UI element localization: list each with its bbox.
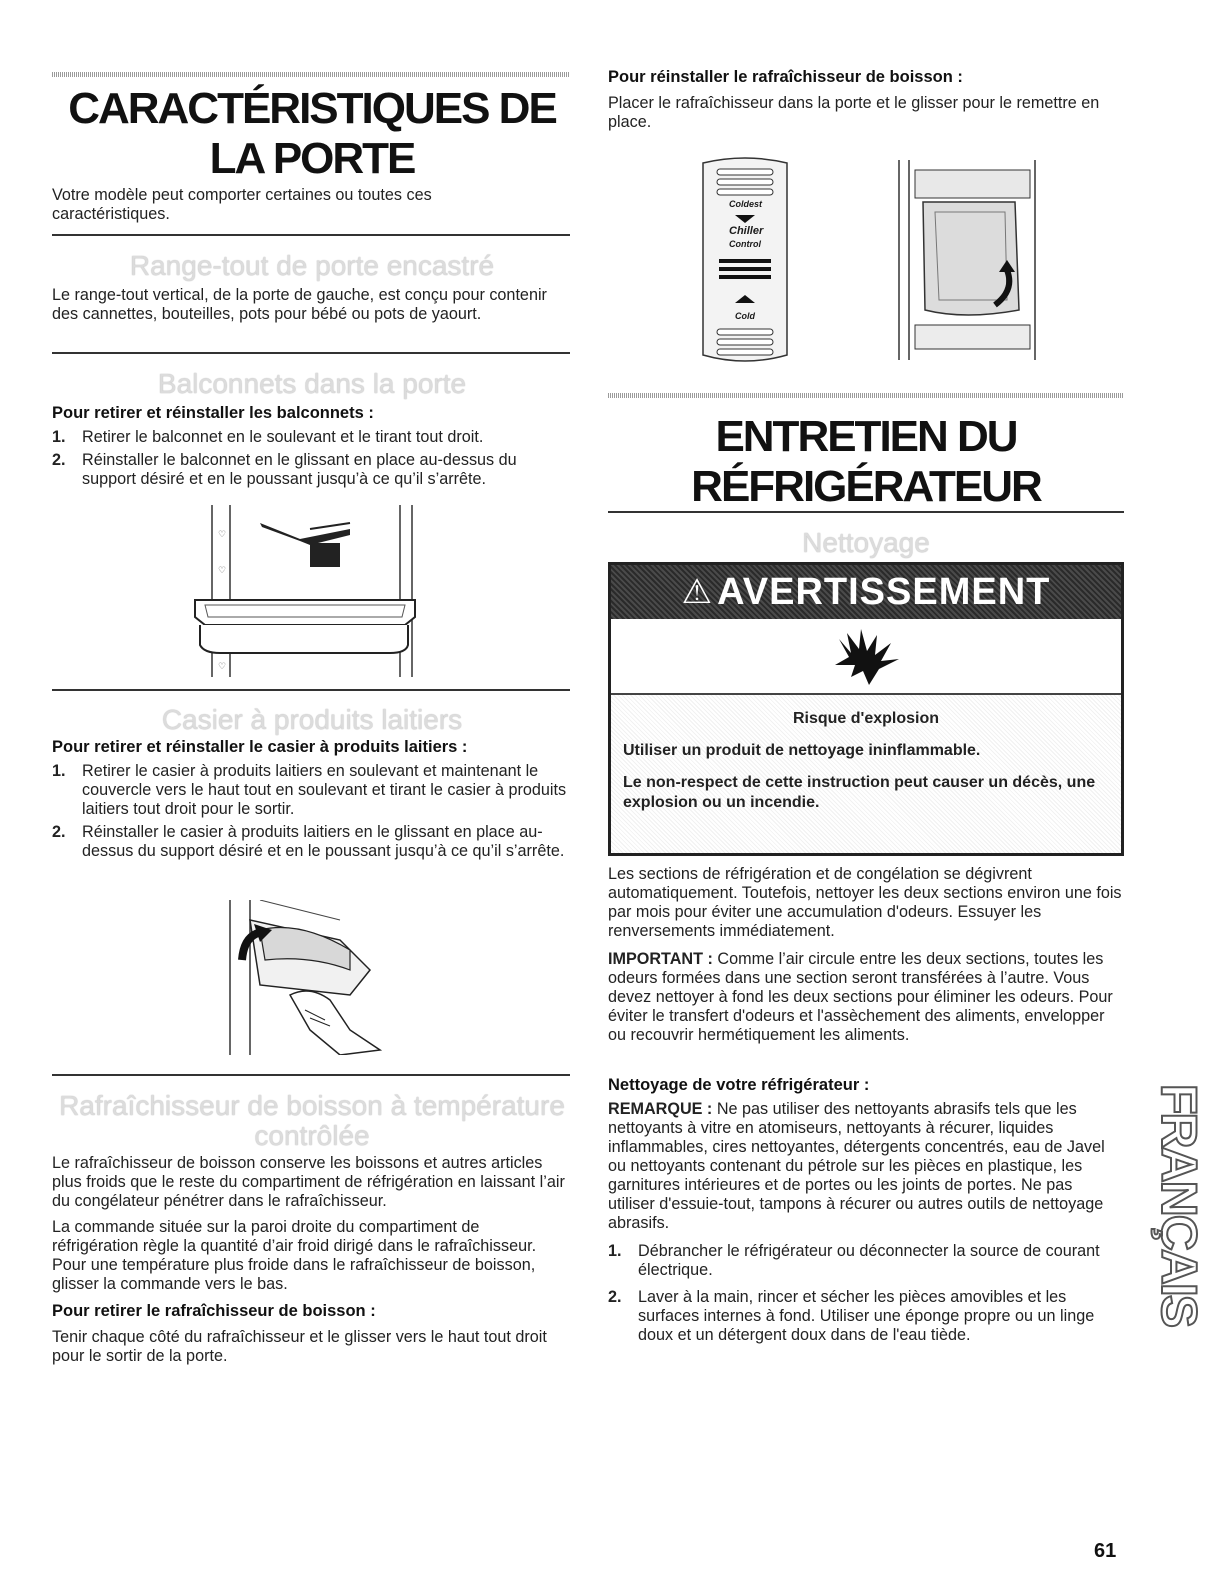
balconnets-heading: Pour retirer et réinstaller les balconnets : (52, 404, 374, 422)
divider (608, 511, 1124, 513)
step-number: 2. (52, 823, 66, 841)
warning-text-area (611, 693, 1121, 853)
rafraichisseur-remove-heading: Pour retirer le rafraîchisseur de boisson : (52, 1302, 376, 1320)
warning-banner (611, 565, 1121, 619)
step-number: 1. (52, 762, 66, 780)
control-label-chiller: Chiller (729, 225, 764, 237)
step-text: Réinstaller le balconnet en le glissant en place au-dessus du support désiré et en le poussant jusqu’à ce qu’il s’arrête. (82, 451, 517, 488)
divider (52, 352, 570, 354)
step-number: 1. (52, 428, 66, 446)
section-title-rafraichisseur-line1: Rafraîchisseur de boisson à température (59, 1090, 565, 1121)
cleaning-steps (608, 1242, 1108, 1345)
list-item (52, 428, 572, 447)
step-text: Retirer le balconnet en le soulevant et le tirant tout droit. (82, 428, 484, 446)
section-title-entretien-line2: RÉFRIGÉRATEUR (691, 462, 1041, 511)
control-label-coldest: Coldest (729, 199, 763, 209)
section-title-casier: Casier à produits laitiers (161, 704, 463, 735)
balconnet-illustration (190, 505, 430, 677)
control-slider-graphic (695, 155, 795, 365)
reinstall-heading: Pour réinstaller le rafraîchisseur de boisson : (608, 68, 963, 86)
control-label-control: Control (729, 239, 761, 249)
svg-text:♡: ♡ (218, 566, 227, 576)
list-item (52, 762, 568, 819)
step-text: Réinstaller le casier à produits laitiers en le glissant en place au-dessus du support désiré et en le poussant jusqu’à ce qu’il s’arrête. (82, 823, 565, 860)
section-title-rafraichisseur-line2: contrôlée (254, 1120, 370, 1151)
svg-text:♡: ♡ (218, 662, 227, 672)
step-number: 2. (52, 451, 66, 469)
remarque-label: REMARQUE : (608, 1100, 713, 1118)
dairy-bin-illustration (220, 900, 410, 1055)
step-number: 1. (608, 1242, 622, 1260)
features-title-block (52, 84, 572, 184)
divider (52, 1074, 570, 1076)
divider (52, 689, 570, 691)
balconnets-steps (52, 428, 572, 489)
casier-heading: Pour retirer et réinstaller le casier à produits laitiers : (52, 738, 468, 756)
rafraichisseur-text-2: La commande située sur la paroi droite du compartiment de réfrigération règle la quantité d’air froid dirigé dans le rafraîchisseur. Pour une température plus froide dans le rafraîchisseur de boisson, glisser la commande vers le bas. (52, 1218, 537, 1293)
intro-text: Votre modèle peut comporter certaines ou toutes ces caractéristiques. (52, 186, 432, 223)
chiller-control-illustration (695, 155, 795, 365)
rangetout-text: Le range-tout vertical, de la porte de gauche, est conçu pour contenir des cannettes, bouteilles, pots pour bébé ou pots de yaourt. (52, 286, 547, 323)
important-label: IMPORTANT : (608, 950, 713, 968)
list-item (52, 823, 568, 861)
list-item (608, 1288, 1108, 1345)
page-number: 61 (1094, 1540, 1117, 1562)
explosion-icon (829, 629, 903, 689)
page-title-line1: CARACTÉRISTIQUES DE (68, 84, 556, 133)
step-text: Retirer le casier à produits laitiers en soulevant et maintenant le couvercle vers le haut tout en soulevant et tirant le casier à produits laitiers tout droit pour le sortir. (82, 762, 567, 818)
step-text: Débrancher le réfrigérateur ou déconnecter la source de courant électrique. (638, 1242, 1100, 1279)
warning-line-1: Utiliser un produit de nettoyage ininflammable. (623, 742, 981, 759)
divider (52, 234, 570, 236)
control-label-cold: Cold (735, 311, 755, 321)
remarque-paragraph (608, 1100, 1123, 1233)
warning-risk: Risque d'explosion (792, 710, 940, 727)
list-item (608, 1242, 1108, 1280)
warning-line-2: Le non-respect de cette instruction peut causer un décès, une explosion ou un incendie. (623, 774, 1096, 811)
maintenance-title-block (608, 412, 1124, 512)
rafraichisseur-remove-text: Tenir chaque côté du rafraîchisseur et le glisser vers le haut tout droit pour le sortir de la porte. (52, 1328, 547, 1365)
remarque-text: Ne pas utiliser des nettoyants abrasifs tels que les nettoyants à vitre en atomiseurs, nettoyants à récurer, liquides inflammables, cires nettoyantes, détergents concentrés, eau de Javel ou nettoyants contenant du pétrole sur les pièces en plastique, les garnitures intérieures et de portes ou les joints de portes. Ne pas utiliser d'essuie-tout, tampons à récurer ou autres outils de nettoyage abrasifs. (608, 1100, 1105, 1232)
warning-box (608, 562, 1124, 856)
warning-banner-text: AVERTISSEMENT (717, 570, 1051, 613)
section-title-nettoyage: Nettoyage (802, 527, 930, 558)
section-title-entretien-line1: ENTRETIEN DU (715, 412, 1017, 461)
reinstall-text: Placer le rafraîchisseur dans la porte et le glisser pour le remettre en place. (608, 94, 1100, 131)
casier-steps (52, 762, 568, 861)
warning-triangle-icon: ⚠ (681, 573, 714, 611)
right-divider (608, 393, 1124, 398)
step-number: 2. (608, 1288, 622, 1306)
cleaning-text-1: Les sections de réfrigération et de congélation se dégivrent automatiquement. Toutefois, nettoyer les deux sections environ une fois par mois pour éviter une accumulation d'odeurs. Essuyer les renversements immédiatement. (608, 865, 1122, 940)
clean-fridge-heading: Nettoyage de votre réfrigérateur : (608, 1076, 870, 1094)
chiller-bin-illustration (895, 160, 1040, 360)
step-text: Laver à la main, rincer et sécher les pièces amovibles et les surfaces internes à fond. Utiliser une éponge propre ou un linge doux et un détergent doux dans de l'eau tiède. (638, 1288, 1095, 1344)
side-tab-text: FRANÇAIS (1151, 1083, 1207, 1327)
section-title-balconnets: Balconnets dans la porte (157, 368, 467, 399)
section-title-rangetout: Range-tout de porte encastré (129, 250, 495, 281)
rafraichisseur-text-1: Le rafraîchisseur de boisson conserve les boissons et autres articles plus froids que le reste du compartiment de réfrigération en laissant l’air du congélateur pénétrer dans le rafraîchisseur. (52, 1154, 565, 1210)
top-left-divider (52, 72, 570, 77)
page-title-line2: LA PORTE (209, 134, 415, 183)
important-text: Comme l’air circule entre les deux sections, toutes les odeurs formées dans une section seront transférées à l’autre. Vous devez nettoyer à fond les deux sections pour éliminer les odeurs. Pour éviter le transfert d'odeurs et l'assèchement des aliments, envelopper ou recouvrir hermétiquement les aliments. (608, 950, 1113, 1044)
important-paragraph (608, 950, 1123, 1045)
language-side-tab (1148, 1060, 1210, 1350)
svg-text:♡: ♡ (218, 530, 227, 540)
list-item (52, 451, 572, 489)
